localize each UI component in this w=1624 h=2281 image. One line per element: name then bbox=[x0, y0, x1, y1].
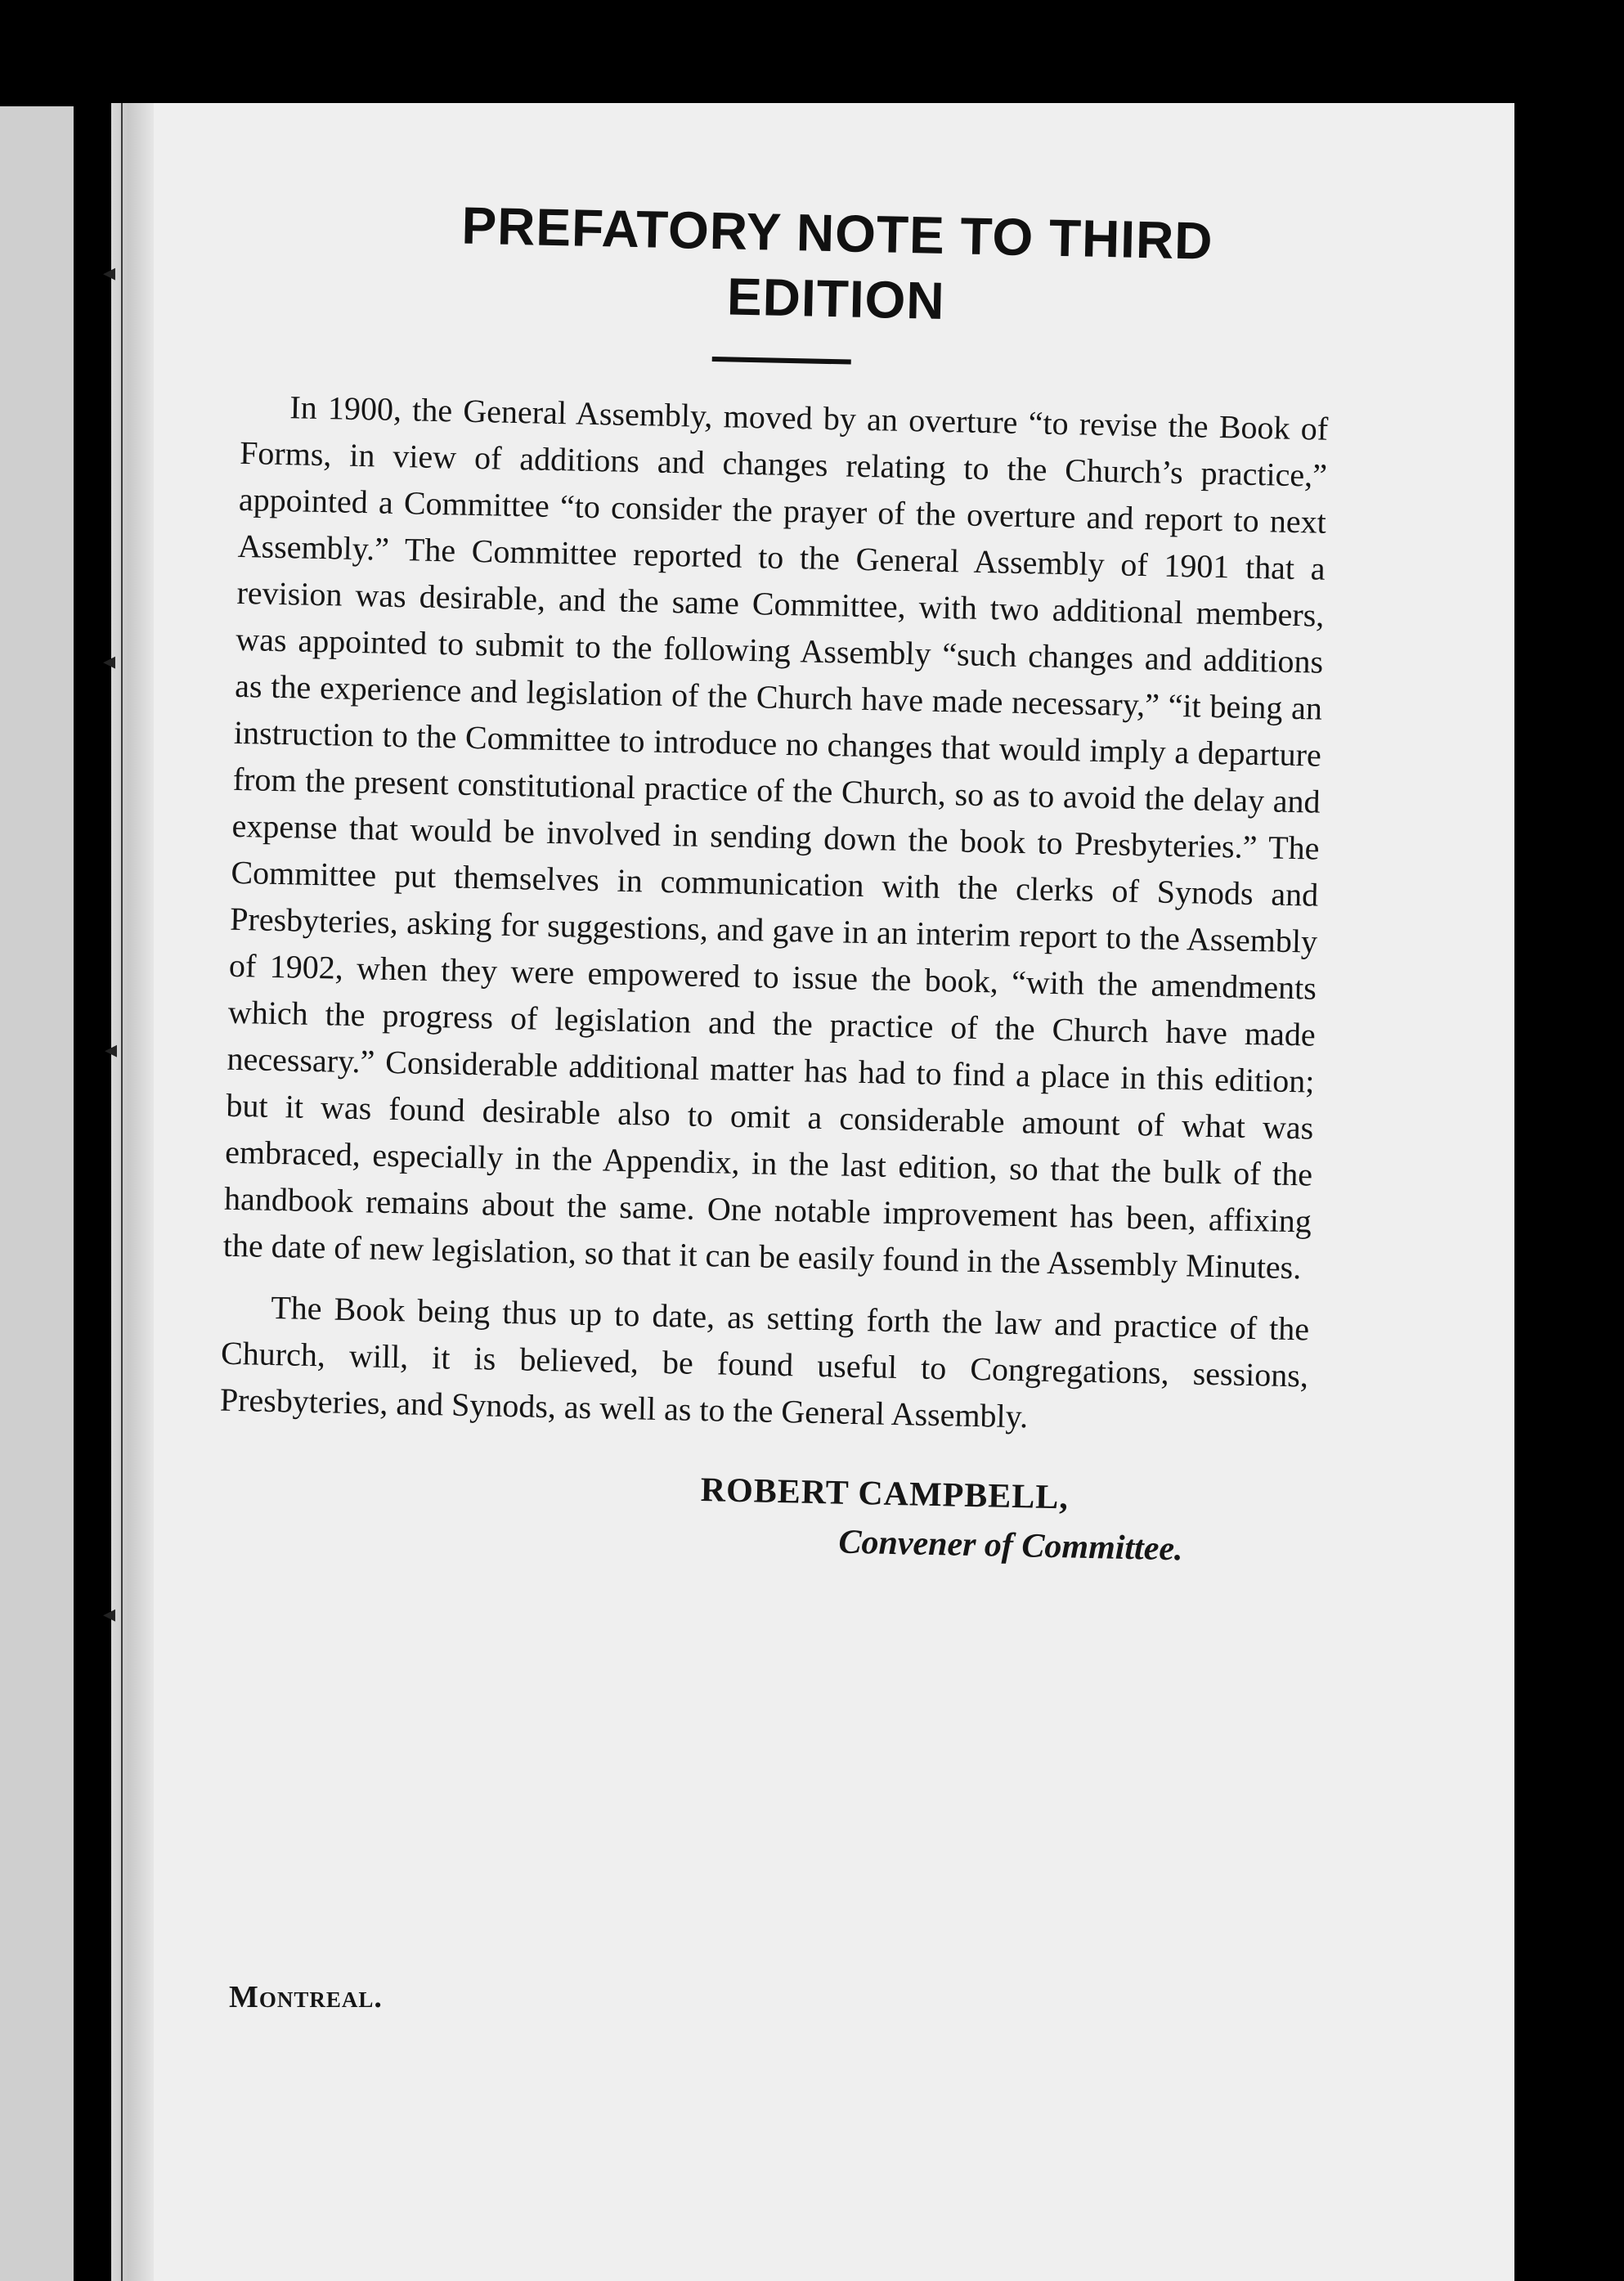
binding-mark: ◂ bbox=[103, 1600, 116, 1628]
title-divider bbox=[712, 357, 851, 365]
binding-mark: ◂ bbox=[105, 1035, 118, 1064]
place-of-signing: Montreal. bbox=[229, 1980, 383, 2014]
title-line-1: PREFATORY NOTE TO THIRD bbox=[460, 195, 1214, 271]
document-content bbox=[217, 188, 1333, 1576]
paragraph: In 1900, the General Assembly, moved by an overture “to revise the Book of Forms, in view of additions and changes relating to the Church’s practice,” appointed a Committee “to consider the prayer of the overture and report to next Assembly.” The Committee reported to the General Assembly of 1901 that a revision was desirable, and the same Committee, with two additional members, was appointed to submit to the following Assembly “such changes and additions as the experience and legislation of the Church have made necessary,” “it being an instruction to the Committee to introduce no changes that would imply a departure from the present constitutional practice of the Church, so as to avoid the delay and expense that would be involved in sending down the book to Presbyteries.” The Committee put themselves in communication with the clerks of Synods and Presbyteries, asking for suggestions, and gave in an interim report to the Assembly of 1902, when they were empowered to issue the book, “with the amendments which the progress of legislation and the practice of the Church have made necessary.” Considerable additional matter has had to find a place in this edition; but it was found desirable also to omit a considerable amount of what was embraced, especially in the Appendix, in the last edition, so that the bulk of the handbook remains about the same. One notable improvement has been, affixing the date of new legislation, so that it can be easily found in the Assembly Minutes. bbox=[222, 388, 1329, 1286]
body-text bbox=[219, 383, 1328, 1446]
signature-name: ROBERT CAMPBELL, bbox=[700, 1471, 1070, 1517]
adjacent-page-edge bbox=[0, 106, 74, 2281]
paragraph: The Book being thus up to date, as setting forth the law and practice of the Church, will, it is believed, be found useful to Congregations, sessions, Presbyteries, and Synods, as well as to the General Assembly. bbox=[219, 1288, 1310, 1435]
gutter-line bbox=[121, 103, 123, 2281]
binding-mark: ◂ bbox=[103, 258, 116, 287]
title-line-2: EDITION bbox=[726, 267, 946, 330]
signature-role: Convener of Committee. bbox=[838, 1523, 1184, 1569]
page-gutter bbox=[111, 103, 154, 2281]
binding-mark: ◂ bbox=[103, 647, 116, 676]
page-title bbox=[243, 188, 1333, 342]
